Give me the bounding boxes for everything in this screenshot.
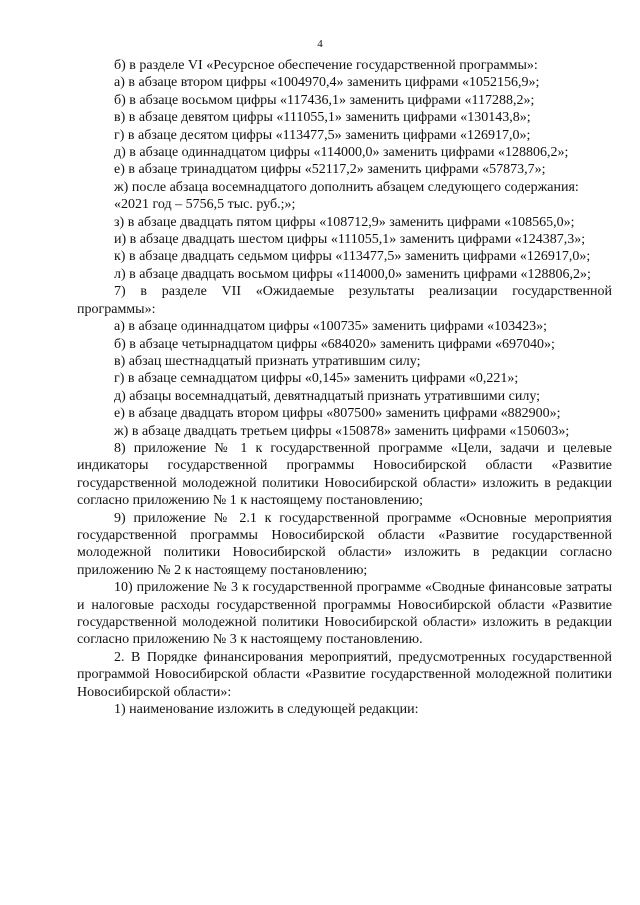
paragraph: а) в абзаце втором цифры «1004970,4» заменить цифрами «1052156,9»;	[114, 75, 540, 91]
paragraph: е) в абзаце двадцать втором цифры «807500» заменить цифрами «882900»;	[114, 406, 561, 422]
paragraph: б) в разделе VI «Ресурсное обеспечение государственной программы»:	[114, 58, 538, 73]
paragraph: 9) приложение № 2.1 к государственной программе «Основные мероприятия государственной программы Новосибирской области «Развитие государственной молодежной политики Новосибирской области» изложить в редакции согласно приложению № 2 к настоящему постановлению;	[77, 510, 612, 578]
paragraph: г) в абзаце десятом цифры «113477,5» заменить цифрами «126917,0»;	[114, 127, 531, 143]
document-body	[77, 57, 612, 718]
paragraph: ж) в абзаце двадцать третьем цифры «150878» заменить цифрами «150603»;	[114, 423, 570, 439]
paragraph: б) в абзаце четырнадцатом цифры «684020» заменить цифрами «697040»;	[114, 336, 555, 352]
paragraph: и) в абзаце двадцать шестом цифры «111055,1» заменить цифрами «124387,3»;	[114, 232, 586, 248]
paragraph: б) в абзаце восьмом цифры «117436,1» заменить цифрами «117288,2»;	[114, 92, 535, 108]
paragraph: л) в абзаце двадцать восьмом цифры «114000,0» заменить цифрами «128806,2»;	[114, 266, 591, 282]
paragraph: е) в абзаце тринадцатом цифры «52117,2» заменить цифрами «57873,7»;	[114, 162, 546, 178]
paragraph: з) в абзаце двадцать пятом цифры «108712,9» заменить цифрами «108565,0»;	[114, 214, 575, 230]
paragraph: 2. В Порядке финансирования мероприятий, предусмотренных государственной программой Новосибирской области «Развитие государственной молодежной политики Новосибирской области»:	[77, 649, 612, 700]
paragraph: а) в абзаце одиннадцатом цифры «100735» заменить цифрами «103423»;	[114, 319, 547, 335]
paragraph: ж) после абзаца восемнадцатого дополнить абзацем следующего содержания:	[114, 179, 579, 195]
paragraph: 8) приложение № 1 к государственной программе «Цели, задачи и целевые индикаторы государственной программы Новосибирской области «Развитие государственной молодежной политики Новосибирской области» изложить в редакции согласно приложению № 1 к настоящему постановлению;	[77, 440, 612, 509]
paragraph: 1) наименование изложить в следующей редакции:	[114, 702, 419, 718]
paragraph: г) в абзаце семнадцатом цифры «0,145» заменить цифрами «0,221»;	[114, 371, 519, 387]
paragraph: «2021 год – 5756,5 тыс. руб.;»;	[114, 197, 296, 213]
paragraph: д) абзацы восемнадцатый, девятнадцатый признать утратившими силу;	[114, 388, 541, 404]
paragraph: к) в абзаце двадцать седьмом цифры «113477,5» заменить цифрами «126917,0»;	[114, 249, 591, 265]
page-number: 4	[317, 38, 323, 50]
paragraph: в) в абзаце девятом цифры «111055,1» заменить цифрами «130143,8»;	[114, 110, 531, 126]
paragraph: в) абзац шестнадцатый признать утратившим силу;	[114, 353, 421, 369]
paragraph: 10) приложение № 3 к государственной программе «Сводные финансовые затраты и налоговые расходы государственной программы Новосибирской области «Развитие государственной молодежной политики Новосибирской области» изложить в редакции согласно приложению № 3 к настоящему постановлению.	[77, 580, 612, 648]
paragraph: 7) в разделе VII «Ожидаемые результаты реализации государственной программы»:	[77, 284, 612, 317]
paragraph: д) в абзаце одиннадцатом цифры «114000,0» заменить цифрами «128806,2»;	[114, 145, 569, 161]
